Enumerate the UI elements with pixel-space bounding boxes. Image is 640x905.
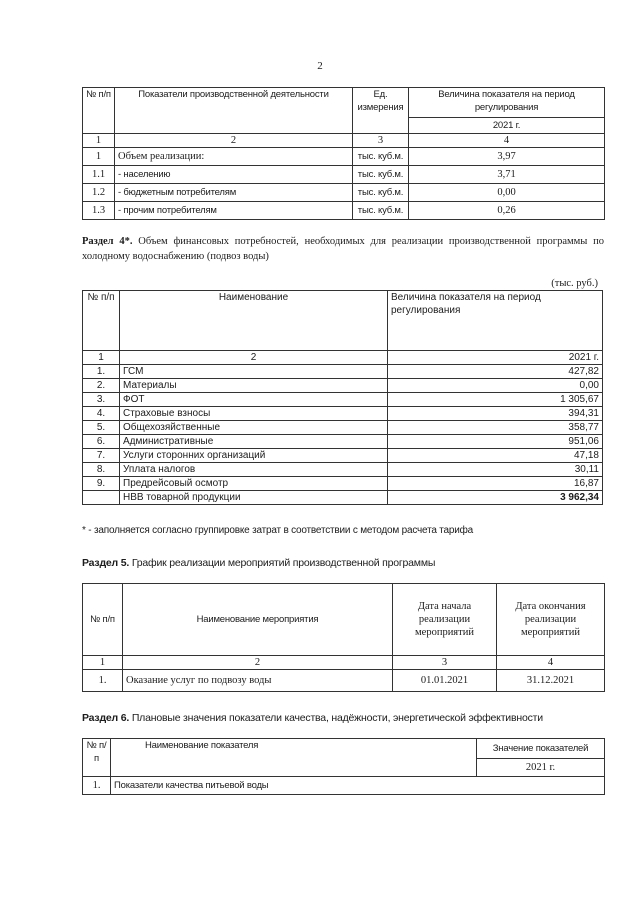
t3-header-start: Дата начала реализации мероприятий	[393, 584, 497, 656]
table-row	[83, 435, 603, 449]
t4-header-year: 2021 г.	[477, 759, 605, 777]
t2-row-value: 427,82	[388, 365, 603, 379]
t3-row-num: 1.	[83, 670, 123, 692]
t2-row-name: ГСМ	[120, 365, 388, 379]
t1-row-name: Объем реализации:	[115, 148, 353, 166]
t1-row-unit: тыс. куб.м.	[353, 184, 409, 202]
total-row	[83, 491, 603, 505]
t2-row-num: 9.	[83, 477, 120, 491]
quality-indicators-table	[82, 738, 605, 795]
t1-row-value: 3,97	[409, 148, 605, 166]
t2-row-value: 16,87	[388, 477, 603, 491]
t4-row-name: Показатели качества питьевой воды	[111, 777, 605, 795]
t2-row-value: 394,31	[388, 407, 603, 421]
section6-heading	[82, 712, 604, 724]
section4-units-note: (тыс. руб.)	[551, 278, 598, 289]
t2-row-name: Уплата налогов	[120, 463, 388, 477]
t1-header-value: Величина показателя на период регулирования	[409, 88, 605, 118]
table-row	[83, 477, 603, 491]
t2-row-num: 2.	[83, 379, 120, 393]
t2-row-name: Административные	[120, 435, 388, 449]
t3-colnum: 2	[123, 656, 393, 670]
t2-row-num: 6.	[83, 435, 120, 449]
table-row	[83, 777, 605, 795]
t1-row-unit: тыс. куб.м.	[353, 202, 409, 220]
t2-header-num: № п/п	[83, 291, 120, 351]
t3-row-name: Оказание услуг по подвозу воды	[123, 670, 393, 692]
t2-colnum: 1	[83, 351, 120, 365]
table-row	[83, 148, 605, 166]
table-row	[83, 166, 605, 184]
t3-header-num: № п/п	[83, 584, 123, 656]
t3-header-name: Наименование мероприятия	[123, 584, 393, 656]
t2-row-name: Предрейсовый осмотр	[120, 477, 388, 491]
t1-row-num: 1.2	[83, 184, 115, 202]
table-row	[83, 379, 603, 393]
t2-total-num	[83, 491, 120, 505]
section4-heading	[82, 234, 604, 264]
t1-row-num: 1	[83, 148, 115, 166]
t2-row-name: Страховые взносы	[120, 407, 388, 421]
t2-row-value: 30,11	[388, 463, 603, 477]
table-row	[83, 421, 603, 435]
t1-row-name: - прочим потребителям	[115, 202, 353, 220]
t1-header-num: № п/п	[83, 88, 115, 134]
t3-row-end: 31.12.2021	[497, 670, 605, 692]
t1-row-num: 1.3	[83, 202, 115, 220]
t1-row-unit: тыс. куб.м.	[353, 166, 409, 184]
section4-footnote: * - заполняется согласно группировке затрат в соответствии с методом расчета тарифа	[82, 525, 474, 536]
t3-header-end: Дата окончания реализации мероприятий	[497, 584, 605, 656]
table-row	[83, 365, 603, 379]
table-row	[83, 202, 605, 220]
t2-header-value: Величина показателя на период регулирования	[388, 291, 603, 351]
financial-needs-table	[82, 290, 603, 505]
section5-label: Раздел 5.	[82, 557, 130, 569]
table-row	[83, 463, 603, 477]
t1-row-value: 0,00	[409, 184, 605, 202]
t3-colnum: 4	[497, 656, 605, 670]
t2-colnum-year: 2021 г.	[388, 351, 603, 365]
t2-total-name: НВВ товарной продукции	[120, 491, 388, 505]
t1-row-name: - бюджетным потребителям	[115, 184, 353, 202]
production-indicators-table	[82, 87, 605, 220]
section6-label: Раздел 6.	[82, 712, 130, 724]
t4-header-name: Наименование показателя	[111, 739, 477, 777]
table-row	[83, 449, 603, 463]
t2-colnum: 2	[120, 351, 388, 365]
t1-row-name: - населению	[115, 166, 353, 184]
t1-row-num: 1.1	[83, 166, 115, 184]
t3-colnum: 3	[393, 656, 497, 670]
t2-row-name: ФОТ	[120, 393, 388, 407]
t2-row-value: 0,00	[388, 379, 603, 393]
table-row	[83, 393, 603, 407]
t1-row-unit: тыс. куб.м.	[353, 148, 409, 166]
t3-row-start: 01.01.2021	[393, 670, 497, 692]
t1-colnum: 3	[353, 134, 409, 148]
section4-text: Объем финансовых потребностей, необходимых для реализации производственной программы по холодному водоснабжению (подвоз воды)	[82, 236, 605, 262]
t2-row-num: 3.	[83, 393, 120, 407]
t2-row-value: 951,06	[388, 435, 603, 449]
t4-header-value: Значение показателей	[477, 739, 605, 759]
t2-row-num: 1.	[83, 365, 120, 379]
section5-heading	[82, 557, 604, 569]
section5-text: График реализации мероприятий производственной программы	[131, 557, 436, 569]
t1-header-unit: Ед. измерения	[353, 88, 409, 134]
section6-text: Плановые значения показатели качества, надёжности, энергетической эффективности	[131, 712, 543, 724]
table-row	[83, 184, 605, 202]
t2-row-num: 4.	[83, 407, 120, 421]
t2-row-name: Материалы	[120, 379, 388, 393]
t2-row-num: 8.	[83, 463, 120, 477]
schedule-table	[82, 583, 605, 692]
t2-row-num: 5.	[83, 421, 120, 435]
t2-header-name: Наименование	[120, 291, 388, 351]
section4-label: Раздел 4*.	[82, 236, 133, 247]
t4-header-num: № п/п	[83, 739, 111, 777]
t1-colnum: 4	[409, 134, 605, 148]
t2-row-name: Общехозяйственные	[120, 421, 388, 435]
t1-colnum: 2	[115, 134, 353, 148]
t2-row-value: 358,77	[388, 421, 603, 435]
t2-row-name: Услуги сторонних организаций	[120, 449, 388, 463]
page-number: 2	[317, 60, 323, 72]
t1-header-year: 2021 г.	[409, 118, 605, 134]
t2-row-value: 1 305,67	[388, 393, 603, 407]
t2-row-value: 47,18	[388, 449, 603, 463]
t1-row-value: 3,71	[409, 166, 605, 184]
t1-header-name: Показатели производственной деятельности	[115, 88, 353, 134]
t2-total-value: 3 962,34	[388, 491, 603, 505]
table-row	[83, 670, 605, 692]
t1-colnum: 1	[83, 134, 115, 148]
table-row	[83, 407, 603, 421]
t2-row-num: 7.	[83, 449, 120, 463]
t1-row-value: 0,26	[409, 202, 605, 220]
t4-row-num: 1.	[83, 777, 111, 795]
t3-colnum: 1	[83, 656, 123, 670]
